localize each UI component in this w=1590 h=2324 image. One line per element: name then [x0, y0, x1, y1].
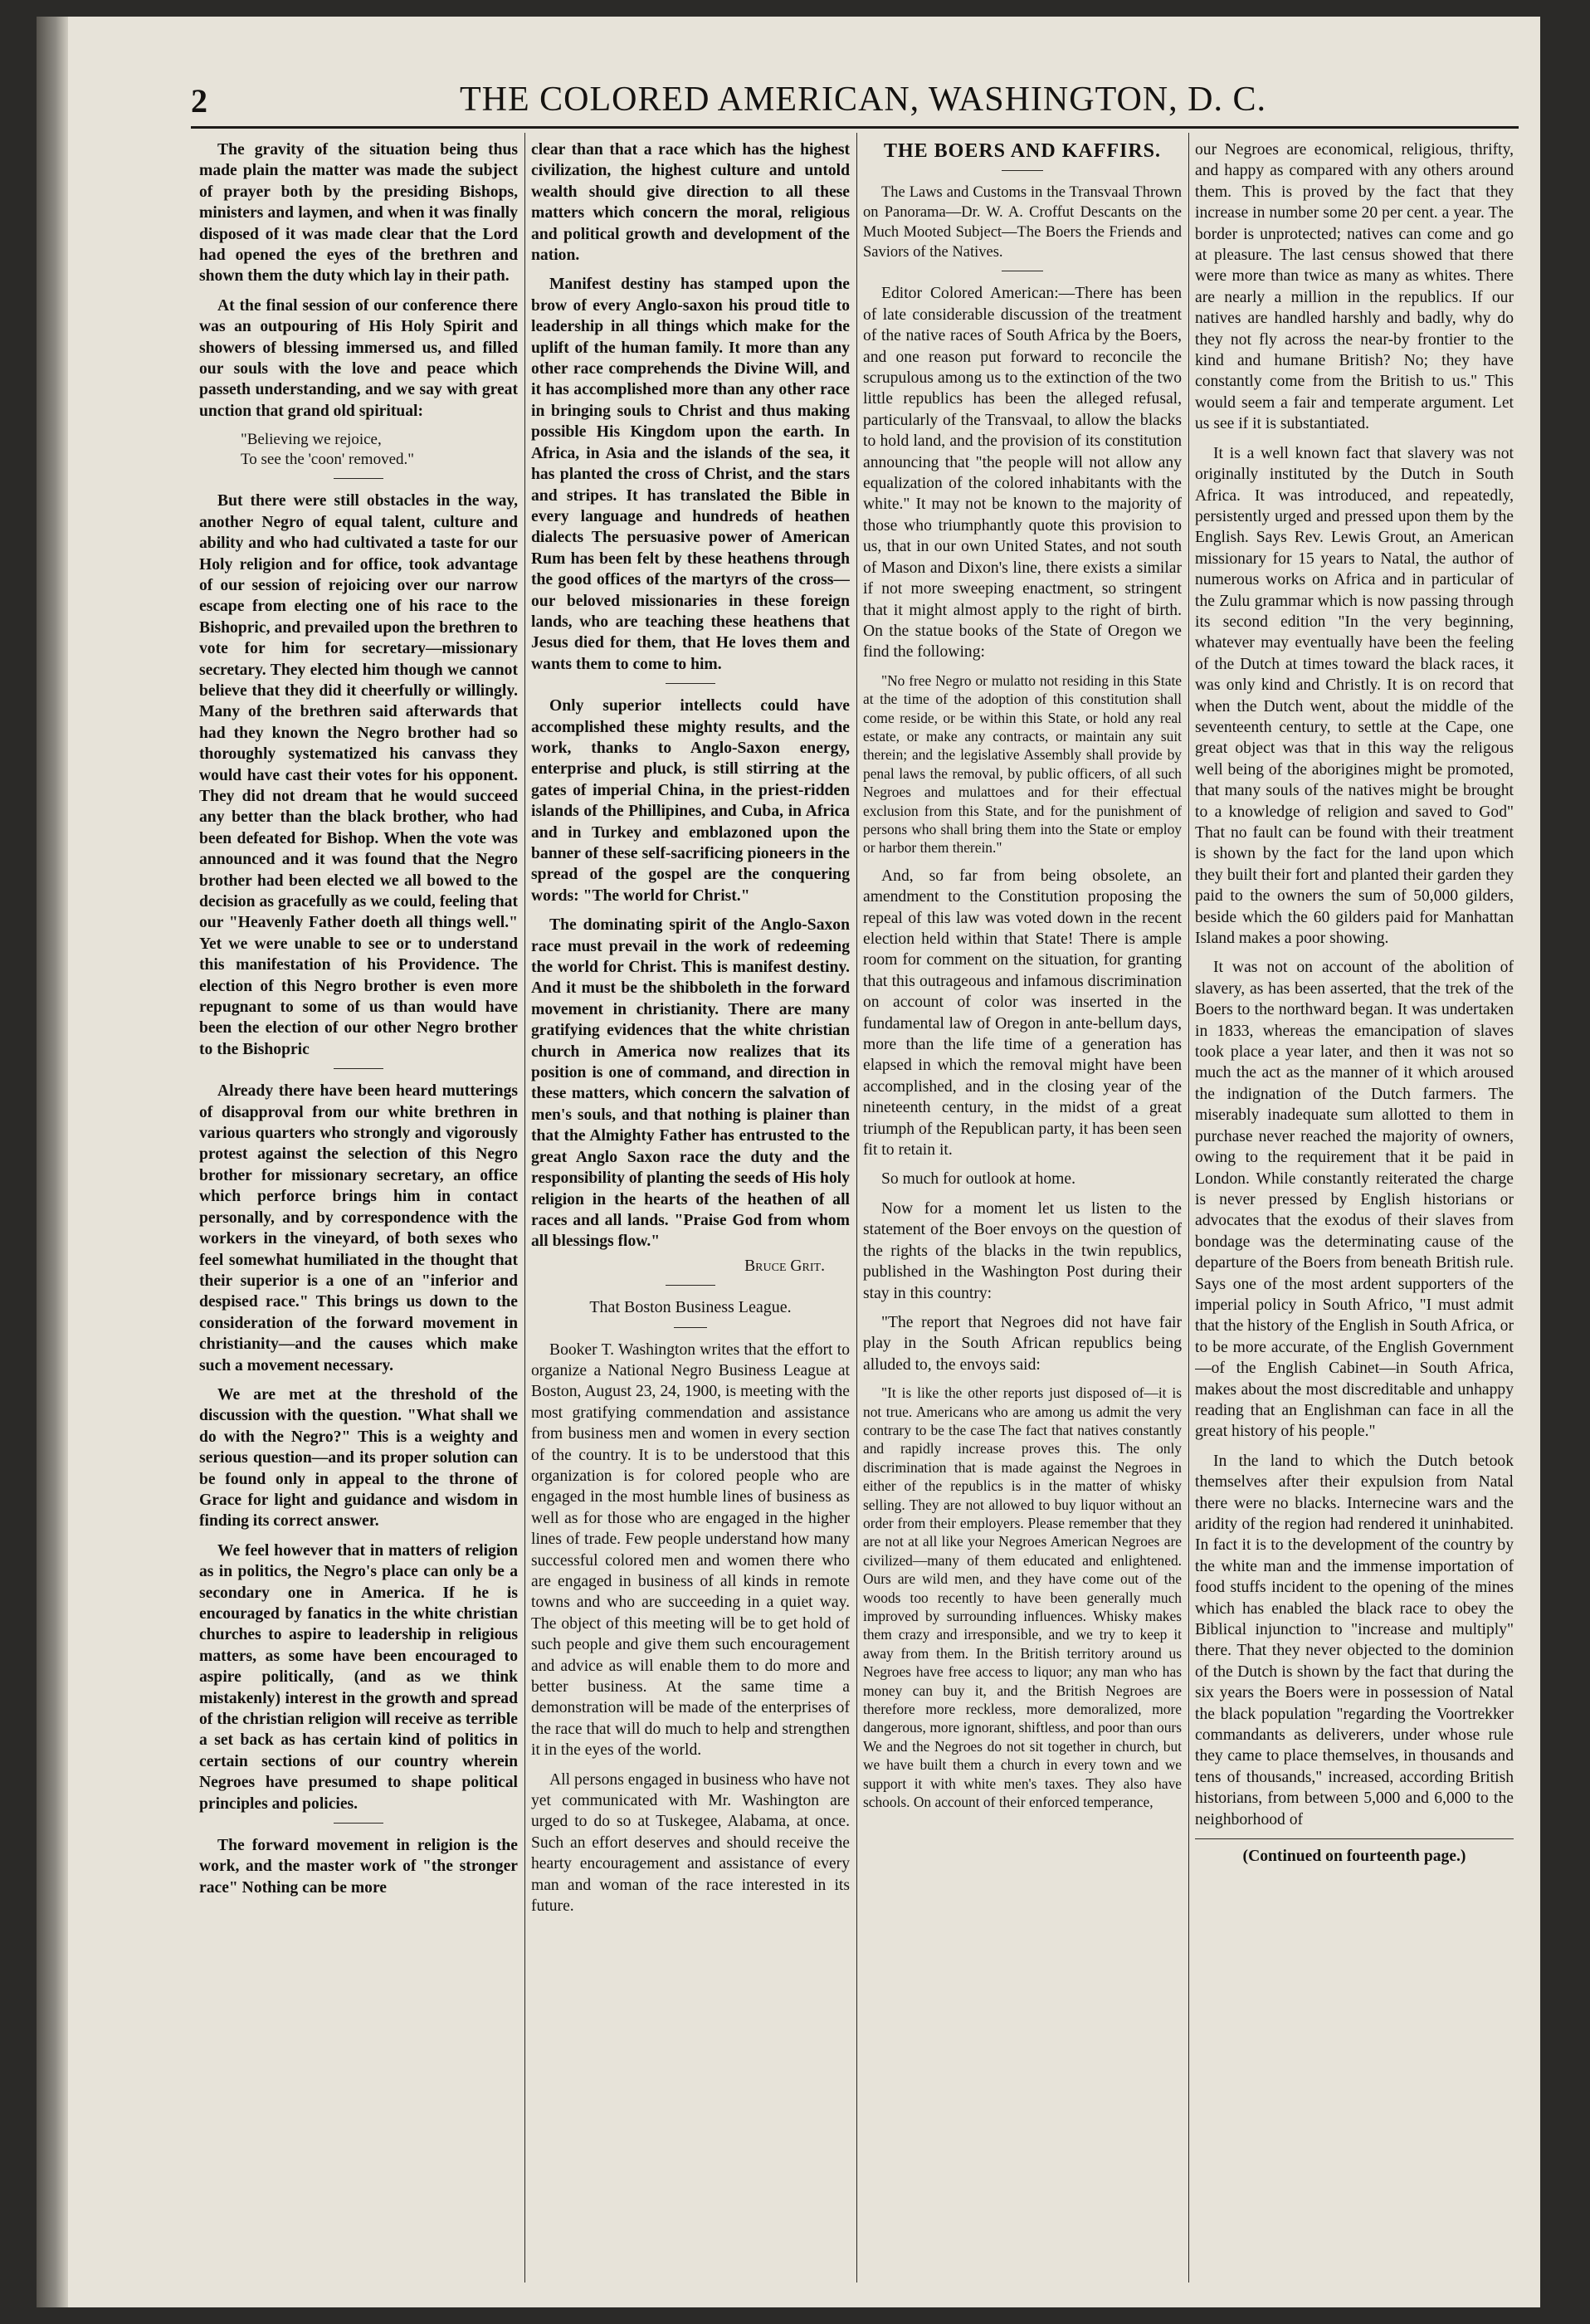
paragraph: But there were still obstacles in the way, another Negro of equal talent, culture and ability and who had cultivated a taste for our Holy religion and for office, took advantage of our session of rejoicing over our narrow escape from electing one of his race to the Bishopric, and prevailed upon the brethren to vote for him for secretary—missionary secretary. They elected him though we cannot believe that they did it cheerfully or willingly. Many of the brethren said afterwards that had they known the Negro brother had so thoroughly systematized his canvass they would have cast their votes for his opponent. They did not dream that he would succeed any better than the black brother, who had been defeated for Bishop. When the vote was announced and it was found that the Negro brother had been elected we all bowed to the decision as gracefully as we could, feeling that our "Heavenly Father doeth all things well." Yet we were unable to see or to understand this manifestation of his Providence. The election of this Negro brother is even more repugnant to some of us than would have been the election of our other Negro brother to the Bishopric [199, 492, 518, 1058]
column-1 [199, 139, 518, 2274]
page-binding [37, 17, 68, 2307]
paragraph: The dominating spirit of the Anglo-Saxon race must prevail in the work of redeeming the world for Christ. This is manifest destiny. And it must be the shibboleth in the forward movement in christianity. There are many gratifying evidences that the white christian church in America now realizes that its position is one of command, and direction in these matters, which concern the salvation of men's souls, and that nothing is plainer than that the Almighty Father has entrusted to the great Anglo Saxon race the duty and the responsibility of planting the seeds of His holy religion in the hearts of the heathen of all races and all lands. "Praise God from whom all blessings flow." [531, 916, 850, 1251]
separator [334, 478, 383, 479]
page-header [191, 65, 1535, 123]
column-rule [1188, 133, 1189, 2282]
paragraph: At the final session of our conference there was an outpouring of His Holy Spirit and showers of blessing immersed us, and filled our souls with the love and peace which passeth understanding, and we say with great unction that grand old spiritual: [199, 296, 518, 420]
column-rule [524, 133, 525, 2282]
paragraph: We are met at the threshold of the discussion with the question. "What shall we do with the Negro?" This is a weighty and serious question—and its proper solution can be found only in appeal to the throne of Grace for light and guidance and wisdom in finding its correct answer. [199, 1385, 518, 1531]
paragraph: Now for a moment let us listen to the statement of the Boer envoys on the question of the rights of the blacks in the twin republics, published in the Washington Post during their stay in this country: [863, 1199, 1182, 1302]
quoted-law: "No free Negro or mulatto not residing in this State at the time of the adoption of this constitution shall come reside, or be within this State, or hold any real estate, or make any contracts, or maintain any suit therein; and the legislative Assembly shall provide by penal laws the removal, by public officers, of all such Negroes and mulattoes and for their effectual exclusion from this State, and for the punishment of persons who shall bring them into the State or employ or harbor them therein." [863, 671, 1182, 857]
separator [334, 1823, 383, 1824]
paragraph: It is a well known fact that slavery was not originally instituted by the Dutch in South Africa. It was introduced, and repeatedly, persistently urged and pressed upon them by the English. Says Rev. Lewis Grout, an American missionary for 15 years to Natal, the author of numerous works on Africa and in particular of the Zulu grammar which is now passing through its second edition "In the very beginning, whatever may eventually have been the feeling of the Dutch at times toward the black races, it was only kind and Christly. It is on record that when the Dutch went, about the middle of the seventeenth century, to settle at the Cape, one great object was that in this way the religous well being of the aborigines might be promoted, that many souls of the natives might be brought to a knowledge of religion and saved to God" That no fault can be found with their treatment is shown by the fact for the land upon which they built their fort and planted their garden they paid to the owners the sum of 50,000 gilders, beside which the 60 gilders paid for Manhattan Island makes a poor showing. [1195, 444, 1514, 948]
paragraph: So much for outlook at home. [881, 1170, 1076, 1189]
paragraph: clear than that a race which has the highest civilization, the highest culture and untold wealth should give direction to all these matters which concern the moral, religious and political growth and development of the nation. [531, 141, 850, 265]
separator [666, 1285, 715, 1286]
article-deck: The Laws and Customs in the Transvaal Thrown on Panorama—Dr. W. A. Croffut Descants on the Much Mooted Subject—The Boers the Friends and Saviors of the Natives. [863, 184, 1182, 261]
paragraph: The gravity of the situation being thus made plain the matter was made the subject of prayer both by the presiding Bishops, ministers and laymen, and when it was finally disposed of it was made clear that the Lord had opened the eyes of the brethren and shown them the duty which lay in their path. [199, 141, 518, 286]
paragraph: our Negroes are economical, religious, thrifty, and happy as compared with any others around them. This is proved by the fact that they increase in number some 20 per cent. a year. The border is unprotected; natives can come and go at pleasure. The last census showed that there were more than twice as many as whites. There are nearly a million in the republics. If our natives are handled harshly and badly, why do they not fly across the near-by frontier to the kind and humane British? No; they have constantly come from the British to us." This would seem a fair and temperate argument. Let us see if it is substantiated. [1195, 141, 1514, 433]
column-4 [1195, 139, 1514, 2274]
page-number: 2 [191, 82, 207, 120]
paragraph: Booker T. Washington writes that the effort to organize a National Negro Business League at Boston, August 23, 24, 1900, is meeting with the most gratifying commendation and assistance from business men and women in every section of the country. It is to be understood that this organization is for colored people who are engaged in the most humble lines of business as well as for those who are engaged in the higher lines of trade. Few people understand how many successful colored men and women there who are engaged in business of all kinds in remote towns and who are succeeding in a quiet way. The object of this meeting will be to get hold of such people and give them such encouragement and advice as will enable them to do more and better business. At the same time a demonstration will be made of the enterprises of the race that will do much to help and strengthen it in the eyes of the world. [531, 1340, 850, 1760]
paragraph: Only superior intellects could have accomplished these mighty results, and the work, thanks to Anglo-Saxon energy, enterprise and pluck, is still stirring at the gates of imperial China, in the priest-ridden islands of the Phillipines, and Cuba, in Africa and in Turkey and emblazoned upon the banner of these self-sacrificing pioneers in the spread of the gospel are the conquering words: "The world for Christ." [531, 697, 850, 905]
separator [334, 1068, 383, 1069]
paragraph: Editor Colored American:—There has been of late considerable discussion of the treatment of the native races of South Africa by the Boers, and one reason put forward to reconcile the scrupulous among us to the extinction of the two little republics has been the alleged refusal, particularly of the Transvaal, to allow the blacks to hold land, and the provision of its constitution announcing that "the people will not allow any equalization of the colored inhabitants with the white." It may not be known to the majority of those who triumphantly quote this provision to us, that in our own United States, and not south of Mason and Dixon's line, there exists a similar if not more sweeping enactment, so stringent that it might almost apply to the right of birth. On the statue books of the State of Oregon we find the following: [863, 285, 1182, 662]
paragraph: All persons engaged in business who have not yet communicated with Mr. Washington are urged to do so at Tuskegee, Alabama, at once. Such an effort deserves and should receive the hearty encouragement and assistance of every man and woman of the race interested in its future. [531, 1770, 850, 1916]
paragraph: We feel however that in matters of religion as in politics, the Negro's place can only be a secondary one in America. If he is encouraged by fanatics in the white christian churches to aspire to leadership in religious matters, as some have been encouraged to aspire politically, (and as we think mistakenly) interest in the growth and spread of the christian religion will receive as terrible a set back as has certain kind of politics in certain sections of our country wherein Negroes have presumed to shape political principles and policies. [199, 1541, 518, 1813]
paragraph: And, so far from being obsolete, an amendment to the Constitution proposing the repeal of this law was voted down in the recent election held within that State! There is ample room for comment on the situation, for granting that this outrageous and infamous discrimination on account of color was inserted in the fundamental law of Oregon in ante-bellum days, more than the life time of a generation has elapsed in which the removal might have been accomplished, and in the closing year of the nineteenth century, in the midst of a great triumph of the Republican party, it has been seen fit to retain it. [863, 867, 1182, 1160]
column-3 [863, 139, 1182, 2274]
separator [674, 1327, 707, 1328]
quoted-statement: "It is like the other reports just disposed of—it is not true. Americans who are among us admit the very contrary to be the case The fact that natives constantly and rapidly increase proves this. The only discrimination that is made against the Negroes in either of the republics is in the matter of whisky selling. They are not allowed to buy liquor without an order from their employers. Please remember that they are not at all like your Negroes American Negroes are civilized—many of them educated and enlightened. Ours are wild men, and they have come out of the woods too recently to have been generally much improved by surrounding influences. Whisky makes them crazy and irresponsible, and we try to keep it away from them. In the British territory around us Negroes have free access to liquor; any man who has money can buy it, and the British Negroes are therefore more reckless, more demoralized, more dangerous, more ignorant, shiftless, and poor than ours We and the Negroes do not sit together in church, but we have built them a church in every town and we support it with white men's taxes. They also have schools. On account of their enforced temperance, [863, 1384, 1182, 1811]
article-title: THE BOERS AND KAFFIRS. [883, 140, 1162, 162]
separator [1002, 170, 1043, 171]
paragraph: The forward movement in religion is the work, and the master work of "the stronger race" Nothing can be more [199, 1837, 518, 1897]
newspaper-page [37, 17, 1540, 2307]
signature: Bruce Grit. [744, 1257, 825, 1275]
verse-line: To see the 'coon' removed." [241, 451, 415, 469]
separator [666, 683, 715, 684]
separator [1195, 1838, 1514, 1839]
continuation-note: (Continued on fourteenth page.) [1242, 1848, 1466, 1866]
paragraph: It was not on account of the abolition of slavery, as has been asserted, that the trek of the Boers to the northward began. It was undertaken in 1833, whereas the emancipation of slaves took place a year later, and then it was not so much the act as the manner of it which aroused the indignation of the Dutch farmers. The miserably inadequate sum allotted to them in purchase never reached the majority of owners, owing to the requirement that it be paid in London. While constantly reiterated the charge is never pressed by English historians or advocates that the exodus of their slaves from bondage was the determinating cause of the departure of the Boers from beneath British rule. Says one of the most ardent supporters of the imperial policy in South Africo, "I must admit that the history of the English in South Africa, or to be more accurate, of the English Government—of the English Cabinet—in South Africa, makes about the most discreditable and unhappy reading that an Englishman can face in all the great history of his people." [1195, 959, 1514, 1441]
column-2 [531, 139, 850, 2274]
paragraph: Manifest destiny has stamped upon the brow of every Anglo-saxon his proud title to leadership in all things which make for the uplift of the human family. It more than any other race comprehends the Divine Will, and it has accomplished more than any other race in bringing souls to Christ and thus making possible His Kingdom upon the earth. In Africa, in Asia and the islands of the sea, it has planted the cross of Christ, and the stars and stripes. It has translated the Bible in every language and hundreds of heathen dialects The persuasive power of American Rum has been felt by these heathens through the good offices of the martyrs of the cross—our beloved missionaries in these foreign lands, who are teaching these heathens that Jesus died for them, that He loves them and wants them to come to him. [531, 276, 850, 673]
paragraph: Already there have been heard mutterings of disapproval from our white brethren in various quarters who strongly and vigorously protest against the selection of this Negro brother for missionary secretary, an office which perforce brings him in contact personally, and by correspondence with the workers in the vineyard, of both sexes who feel somewhat humiliated in the thought that their superior is a one of an "inferior and despised race." This brings us down to the consideration of the forward movement in christianity—and the causes which make such a movement necessary. [199, 1082, 518, 1374]
masthead: THE COLORED AMERICAN, WASHINGTON, D. C. [460, 81, 1266, 119]
header-rule [191, 126, 1519, 129]
verse-line: "Believing we rejoice, [241, 431, 382, 449]
paragraph: "The report that Negroes did not have fair play in the South African republics being alluded to, the envoys said: [863, 1313, 1182, 1374]
column-rule [856, 133, 857, 2282]
article-title: That Boston Business League. [589, 1298, 792, 1317]
verse [199, 430, 518, 470]
paragraph: In the land to which the Dutch betook themselves after their expulsion from Natal there were no blacks. Internecine wars and the aridity of the region had rendered it uninhabited. In fact it is to the development of the country by the white man and the immense importation of food stuffs incident to the opening of the mines which has enabled the black race to obey the Biblical injunction to "increase and multiply" there. That they never objected to the dominion of the Dutch is shown by the fact that during the six years the Boers were in possession of Natal the black population "regarding the Voortrekker commandants as deliverers, under whose rule they came to place themselves, in thousands and tens of thousands," increased, according British historians, from between 5,000 and 6,000 to the neighborhood of [1195, 1452, 1514, 1828]
